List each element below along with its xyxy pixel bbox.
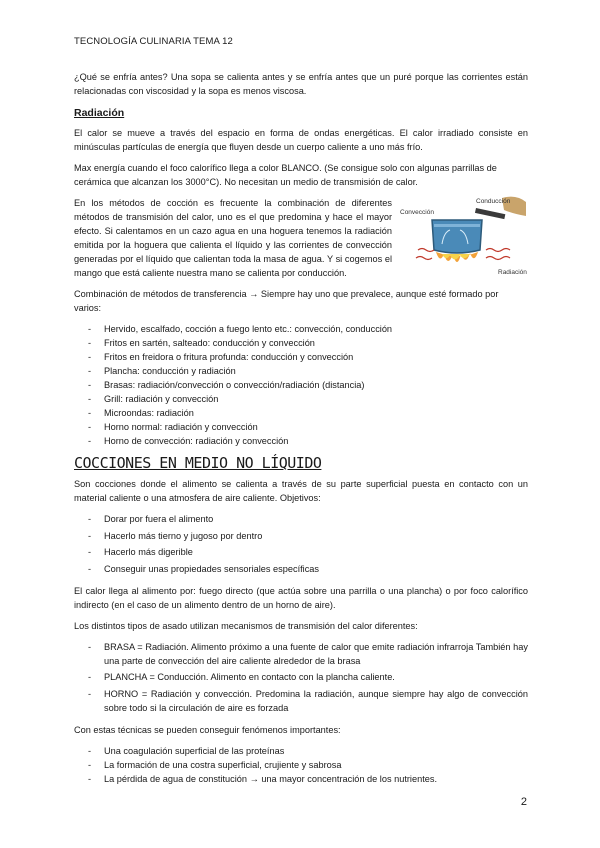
list-item: - Fritos en sartén, salteado: conducción y convección <box>74 336 528 350</box>
list-item: - Una coagulación superficial de las proteínas <box>74 744 528 758</box>
label-conveccion: Convección <box>400 209 434 216</box>
list-item: - Hacerlo más digerible <box>74 545 528 559</box>
fenomenos-list <box>74 744 528 786</box>
combo-intro: Combinación de métodos de transferencia → Siempre hay uno que prevalece, aunque esté formado por varios: <box>74 289 499 313</box>
list-item: - Conseguir unas propiedades sensoriales específicas <box>74 562 528 576</box>
list-item: - Horno de convección: radiación y convección <box>74 434 528 448</box>
heat-transfer-illustration <box>398 194 528 278</box>
cocciones-heading: COCCIONES EN MEDIO NO LÍQUIDO <box>74 454 322 472</box>
list-item: - Hervido, escalfado, cocción a fuego lento etc.: convección, conducción <box>74 322 528 336</box>
list-item: - PLANCHA = Conducción. Alimento en contacto con la plancha caliente. <box>74 670 528 684</box>
objetivos-list <box>74 512 528 576</box>
radiacion-paragraph-3: En los métodos de cocción es frecuente la combinación de diferentes métodos de transmisión del calor, uno es el que predomina y hace el mayor efecto. Si calentamos en un cazo agua en una hoguera tenemos la radiación emitida por la hoguera que calienta el líquido y las corrientes de convección generadas por el líquido que calientan toda la masa de agua. Y si cogemos el mango que está caliente nuestra mano se calienta por conducción. <box>74 198 392 278</box>
page-number: 2 <box>520 796 527 808</box>
list-item: - Dorar por fuera el alimento <box>74 512 528 526</box>
label-conduccion: Conducción <box>476 198 511 205</box>
radiacion-paragraph-1: El calor se mueve a través del espacio en forma de ondas energéticas. El calor irradiado consiste en minúsculas partículas de energía que fluyen desde un cuerpo caliente a uno más frío. <box>74 128 528 152</box>
fenomenos-intro: Con estas técnicas se pueden conseguir fenómenos importantes: <box>74 724 341 735</box>
combo-list <box>74 322 528 448</box>
page-content <box>74 70 528 794</box>
list-item: - Microondas: radiación <box>74 406 528 420</box>
list-item: - Plancha: conducción y radiación <box>74 364 528 378</box>
radiacion-heading: Radiación <box>74 107 125 119</box>
page-header: TECNOLOGÍA CULINARIA TEMA 12 <box>74 36 233 47</box>
asado-list <box>74 640 528 715</box>
list-item: - La formación de una costra superficial, crujiente y sabrosa <box>74 758 528 772</box>
list-item: - Brasas: radiación/convección o convección/radiación (distancia) <box>74 378 528 392</box>
list-item: - Grill: radiación y convección <box>74 392 528 406</box>
asado-intro: Los distintos tipos de asado utilizan mecanismos de transmisión del calor diferentes: <box>74 620 418 631</box>
intro-paragraph: ¿Qué se enfría antes? Una sopa se calienta antes y se enfría antes que un puré porque las corrientes están relacionadas con viscosidad y la sopa es menos viscosa. <box>74 72 528 96</box>
cocciones-intro: Son cocciones donde el alimento se calienta a través de su parte superficial puesta en contacto con un material caliente o una atmosfera de aire caliente. Objetivos: <box>74 479 528 503</box>
list-item: - BRASA = Radiación. Alimento próximo a una fuente de calor que emite radiación infrarroja También hay una parte de convección del aire caliente alrededor de la brasa <box>74 640 528 668</box>
list-item: - Fritos en freidora o fritura profunda: conducción y convección <box>74 350 528 364</box>
list-item: - HORNO = Radiación y convección. Predomina la radiación, aunque siempre hay algo de convección sobre todo si la circulación de aire es forzada <box>74 687 528 715</box>
list-item: - Hacerlo más tierno y jugoso por dentro <box>74 529 528 543</box>
radiacion-paragraph-2: Max energía cuando el foco calorífico llega a color BLANCO. (Se consigue solo con algunas parrillas de cerámica que alcanzan los 3000°C). No necesitan un medio de transmisión de calor. <box>74 163 497 187</box>
list-item: - Horno normal: radiación y convección <box>74 420 528 434</box>
calor-llega-paragraph: El calor llega al alimento por: fuego directo (que actúa sobre una parrilla o una plancha) o por foco calorífico indirecto (en el caso de un alimento dentro de un horno de aire). <box>74 585 528 610</box>
list-item: - La pérdida de agua de constitución → una mayor concentración de los nutrientes. <box>74 772 528 786</box>
label-radiacion: Radiación <box>498 269 527 276</box>
